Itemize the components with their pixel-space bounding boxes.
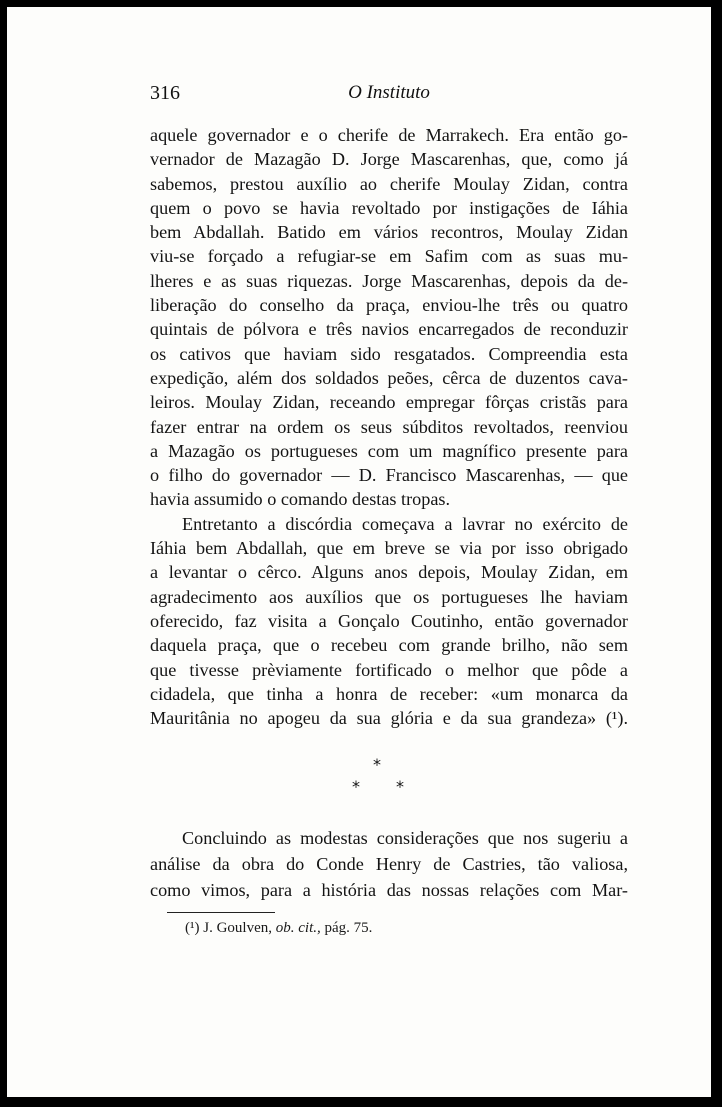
text-line: Entretanto a discórdia começava a lavrar no exército de <box>182 513 628 534</box>
asterisk: * <box>373 755 381 774</box>
text-line: oferecido, faz visita a Gonçalo Coutinho, então governador <box>150 610 628 631</box>
running-title: O Instituto <box>348 82 430 103</box>
text-line: aquele governador e o cherife de Marrakech. Era então go- <box>150 125 628 145</box>
text-line: sabemos, prestou auxílio ao cherife Moulay Zidan, contra <box>150 173 628 194</box>
text-line: a Mazagão os portugueses com um magnífico presente para <box>150 440 628 461</box>
footnote <box>185 920 372 937</box>
text-line: agradecimento aos auxílios que os portugueses lhe haviam <box>150 586 628 607</box>
page-header <box>150 82 628 108</box>
text-line: Concluindo as modestas considerações que nos sugeriu a <box>182 828 628 848</box>
asterisk: * <box>396 777 404 796</box>
text-line: a levantar o cêrco. Alguns anos depois, Moulay Zidan, em <box>150 562 628 583</box>
text-line: cidadela, que tinha a honra de receber: «um monarca da <box>150 683 628 704</box>
page-number: 316 <box>150 82 180 104</box>
footnote-reference: ob. cit., <box>275 920 321 936</box>
paragraph-3 <box>150 825 628 903</box>
text-line: que tivesse prèviamente fortificado o melhor que pôde a <box>150 659 628 680</box>
text-line: análise da obra do Conde Henry de Castries, tão valiosa, <box>150 854 628 874</box>
footnote-rule <box>167 912 275 913</box>
text-line: lheres e as suas riquezas. Jorge Mascarenhas, depois da de- <box>150 270 628 291</box>
asterisk: * <box>352 777 360 796</box>
footnote-author: J. Goulven, <box>203 920 272 936</box>
text-line: quintais de pólvora e três navios encarregados de reconduzir <box>150 319 628 340</box>
text-line: leiros. Moulay Zidan, receando empregar fôrças cristãs para <box>150 392 628 413</box>
book-page <box>7 7 711 1097</box>
text-line: quem o povo se havia revoltado por instigações de Iáhia <box>150 197 628 218</box>
text-line: viu-se forçado a refugiar-se em Safim com as suas mu- <box>150 246 628 267</box>
text-line: Iáhia bem Abdallah, que em breve se via por isso obrigado <box>150 538 628 559</box>
text-line: o filho do governador — D. Francisco Mascarenhas, — que <box>150 465 628 486</box>
text-line: daquela praça, que o recebeu com grande brilho, não sem <box>150 635 628 656</box>
body-text <box>150 123 628 730</box>
text-line: havia assumido o comando destas tropas. <box>150 489 451 510</box>
paragraph-2 <box>150 512 628 731</box>
text-line: liberação do conselho da praça, enviou-lhe três ou quatro <box>150 295 628 316</box>
text-line: os cativos que haviam sido resgatados. Compreendia esta <box>150 343 628 364</box>
text-line: Mauritânia no apogeu da sua glória e da sua grandeza» (¹). <box>150 708 628 729</box>
text-line: vernador de Mazagão D. Jorge Mascarenhas, que, como já <box>150 149 628 170</box>
paragraph-1 <box>150 123 628 512</box>
text-line: fazer entrar na ordem os seus súbditos revoltados, reenviou <box>150 416 628 437</box>
section-separator <box>150 755 628 799</box>
text-line: como vimos, para a história das nossas relações com Mar- <box>150 880 628 900</box>
text-line: bem Abdallah. Batido em vários recontros, Moulay Zidan <box>150 222 628 243</box>
text-line: expedição, além dos soldados peões, cêrca de duzentos cava- <box>150 367 628 388</box>
footnote-marker: (¹) <box>185 920 200 936</box>
footnote-page: pág. 75. <box>324 920 373 936</box>
